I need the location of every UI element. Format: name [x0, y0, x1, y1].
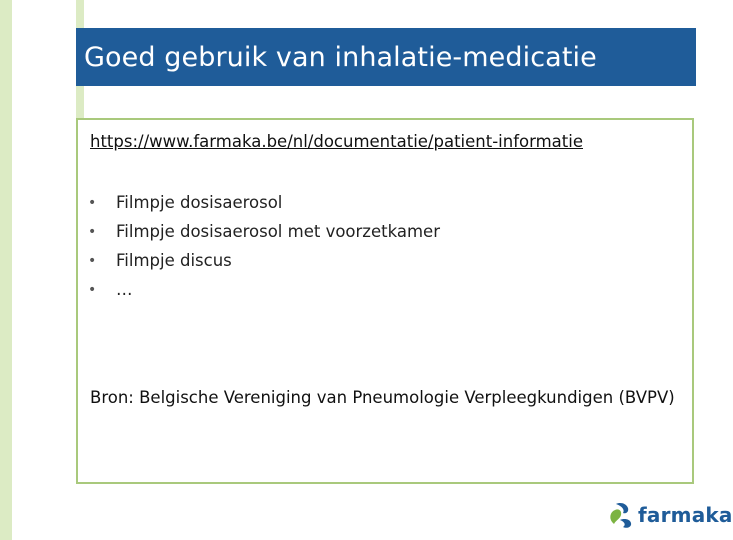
- video-list: [88, 188, 440, 304]
- slide-title: Goed gebruik van inhalatie-medicatie: [84, 41, 597, 73]
- content-box: [76, 118, 694, 484]
- bullet-icon: •: [88, 194, 97, 211]
- list-item-label: …: [116, 280, 133, 299]
- farmaka-logo-icon: [606, 500, 634, 530]
- source-text: Bron: Belgische Vereniging van Pneumologie Verpleegkundigen (BVPV): [90, 388, 675, 407]
- left-accent-stripe: [0, 0, 12, 540]
- list-item: [88, 188, 440, 217]
- bullet-icon: •: [88, 281, 97, 298]
- list-item: [88, 275, 440, 304]
- list-item-label: Filmpje discus: [116, 251, 232, 270]
- bullet-icon: •: [88, 252, 97, 269]
- list-item: [88, 246, 440, 275]
- bullet-icon: •: [88, 223, 97, 240]
- title-bar: [76, 28, 696, 86]
- list-item-label: Filmpje dosisaerosol: [116, 193, 283, 212]
- logo-wordmark: farmaka: [638, 503, 733, 527]
- farmaka-logo: [606, 500, 733, 530]
- patient-info-link[interactable]: https://www.farmaka.be/nl/documentatie/patient-informatie: [90, 132, 583, 151]
- list-item-label: Filmpje dosisaerosol met voorzetkamer: [116, 222, 440, 241]
- list-item: [88, 217, 440, 246]
